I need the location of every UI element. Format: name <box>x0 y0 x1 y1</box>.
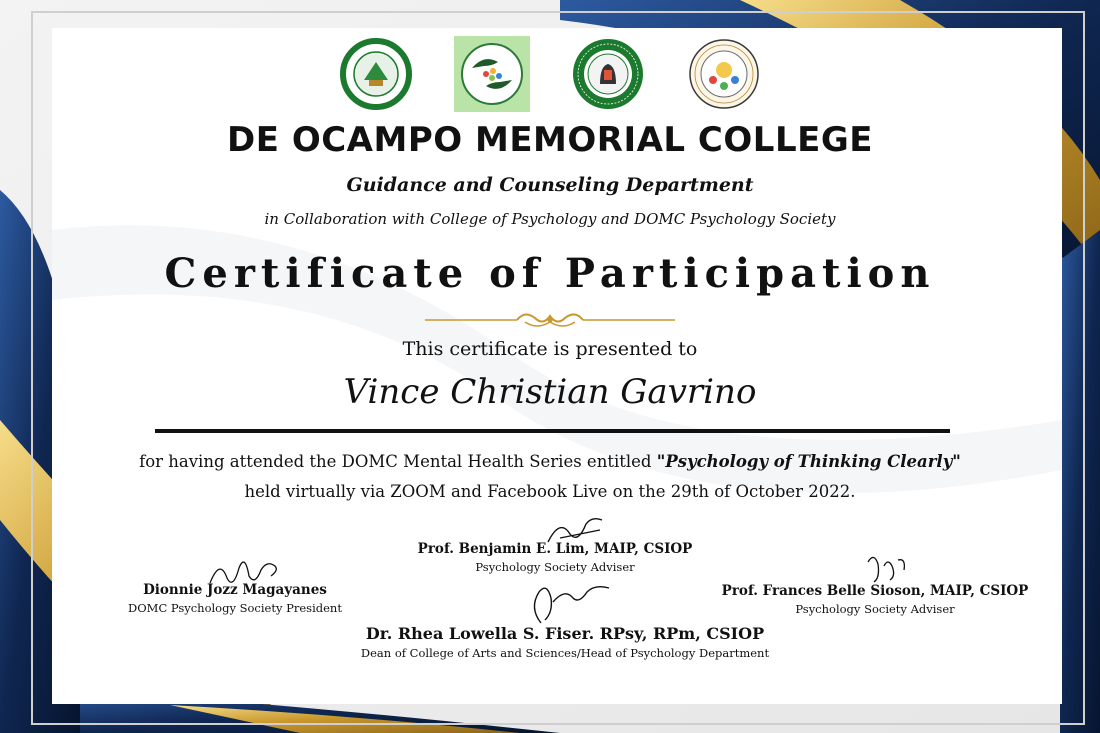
event-title: "Psychology of Thinking Clearly" <box>656 452 961 471</box>
signatory-name: Prof. Benjamin E. Lim, MAIP, CSIOP <box>417 541 693 557</box>
signatory-dean <box>320 624 810 660</box>
collaboration-line: in Collaboration with College of Psychology and DOMC Psychology Society <box>264 210 836 228</box>
flourish-ornament-icon <box>425 308 675 332</box>
body-text-prefix: for having attended the DOMC Mental Health Series entitled <box>139 452 657 471</box>
domc-seal-icon <box>338 36 414 112</box>
signatory-role: Psychology Society Adviser <box>475 560 635 574</box>
recipient-name: Vince Christian Gavrino <box>343 372 757 412</box>
guidance-counseling-seal-icon <box>454 36 530 112</box>
signatory-adviser-lim <box>400 541 710 574</box>
signature-scribble-fiser-icon <box>525 578 615 628</box>
college-of-psychology-seal-icon <box>570 36 646 112</box>
name-underline <box>155 429 950 433</box>
department-name: Guidance and Counseling Department <box>346 174 754 196</box>
signatory-name: Dionnie Jozz Magayanes <box>143 582 327 598</box>
signatory-president <box>110 582 360 615</box>
body-text-line-1 <box>0 452 1100 471</box>
signature-scribble-sioson-icon <box>862 548 912 588</box>
psychology-society-seal-icon <box>686 36 762 112</box>
signatory-role: DOMC Psychology Society President <box>128 601 342 615</box>
presented-to-text: This certificate is presented to <box>402 338 698 360</box>
signatory-name: Prof. Frances Belle Sioson, MAIP, CSIOP <box>721 583 1029 599</box>
certificate-title: Certificate of Participation <box>164 250 936 297</box>
signatory-role: Psychology Society Adviser <box>795 602 955 616</box>
body-text-line-2: held virtually via ZOOM and Facebook Live on the 29th of October 2022. <box>244 482 856 501</box>
college-name: DE OCAMPO MEMORIAL COLLEGE <box>227 120 873 160</box>
logo-row <box>0 36 1100 112</box>
signatory-role: Dean of College of Arts and Sciences/Head of Psychology Department <box>360 646 770 660</box>
signatory-name: Dr. Rhea Lowella S. Fiser. RPsy, RPm, CSIOP <box>365 624 765 643</box>
signatory-adviser-sioson <box>715 583 1035 616</box>
